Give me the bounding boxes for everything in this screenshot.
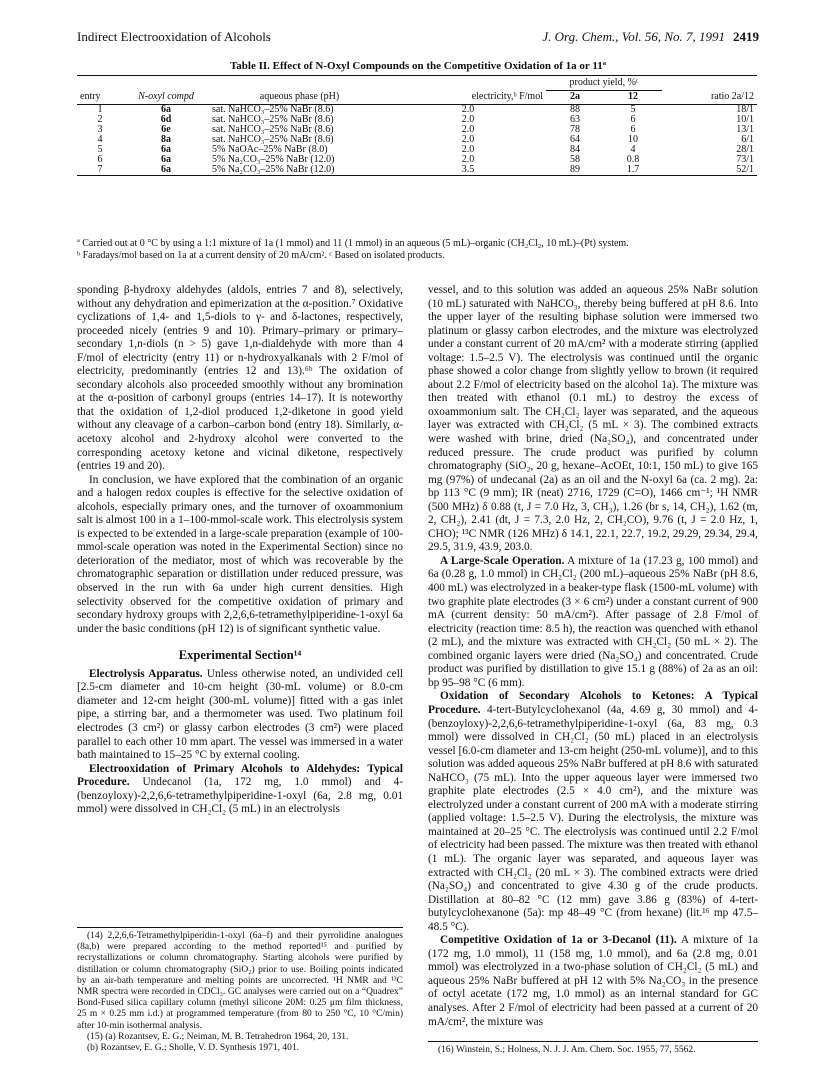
footnote: (16) Winstein, S.; Holness, N. J. J. Am. Chem. Soc. 1955, 77, 5562. <box>438 1045 696 1055</box>
paragraph: vessel, and to this solution was added an aqueous 25% NaBr solution (10 mL) saturated with NaHCO₃, thereby being buffered at pH 8.6. Into the upper layer of the resulting biphase solution were immersed two platinum or glassy carbon electrodes, and the mixture was electrolyzed under a constant current of 20 mA/cm² with a moderate stirring (applied voltage: 1.5–2.5 V). The electrolysis was continued until the organic phase showed a color change from slightly yellow to brown (it required about 2.2 F/mol of electricity based on the alcohol 1a). The mixture was then treated with ethanol (0.1 mL) to destroy the excess of oxoammonium salt. The CH₂Cl₂ layer was separated, and the aqueous layer was extracted with CH₂Cl₂ (5 mL × 3). The combined extracts were washed with brine, dried (Na₂SO₄), and concentrated under reduced pressure. The crude product was purified by column chromatography (SiO₂, 20 g, hexane–AcOEt, 10:1, 150 mL) to give 165 mg (97%) of undecanal (2a) as an oil and the N-oxyl 6a (ca. 2 mg). 2a: bp 113 °C (9 mm); IR (neat) 2716, 1729 (C=O), 1466 cm⁻¹; ¹H NMR (500 MHz) δ 0.88 (t, J = 7.0 Hz, 3, CH₃), 1.26 (br s, 14, CH₂), 1.62 (m, 2, CH₂), 2.41 (dt, J = 7.3, 2.0 Hz, 2, CH₂CO), 9.76 (t, J = 2.0 Hz, 1, CHO); ¹³C NMR (126 MHz) δ 14.1, 22.1, 22.7, 19.2, 29.29, 29.34, 29.4, 29.5, 31.9, 43.9, 203.0. <box>428 284 758 554</box>
table-row: 3 6e sat. NaHCO₃–25% NaBr (8.6) 2.0 78 6 13/1 <box>97 123 754 135</box>
table-row: 1 6a sat. NaHCO₃–25% NaBr (8.6) 2.0 88 5 18/1 <box>97 103 754 115</box>
table-header-row <box>77 90 757 104</box>
running-header <box>77 29 759 47</box>
paragraph-heading: Oxidation of Secondary Alcohols to Ketones: A Typical Procedure. <box>428 690 758 716</box>
col-oxyl: N-oxyl compd <box>138 90 194 102</box>
table-row: 5 6a 5% NaOAc–25% NaBr (8.0) 2.0 84 4 28/1 <box>97 143 754 155</box>
paragraph-heading: A Large-Scale Operation. <box>440 554 565 567</box>
table-footnotes <box>77 238 767 262</box>
right-column <box>428 284 758 1029</box>
paragraph: Oxidation of Secondary Alcohols to Ketones: A Typical Procedure. 4-tert-Butylcyclohexanol (4a, 4.69 g, 30 mmol) and 4-(benzoyloxy)-2,2,6,6-tetramethylpiperidine-1-oxyl (6a, 83 mg, 0.3 mmol) were dissolved in CH₂Cl₂ (50 mL) placed in an electrolysis vessel [6.0-cm diameter and 13-cm height (250-mL volume)], and to this solution was added aqueous 25% NaBr buffered at pH 8.6 with saturated NaHCO₃ (75 mL). Into the upper aqueous layer were immersed two graphite plate electrodes (2.5 × 4.0 cm²), and the mixture was electrolyzed under a constant current of 200 mA with a moderate stirring (applied voltage: 1.5–2.5 V). During the electrolysis, the mixture was maintained at 20–25 °C. The electrolysis was continued until 2.2 F/mol of electricity had been passed. The mixture was then treated with ethanol (1 mL). The organic layer was separated, and aqueous layer was extracted with CH₂Cl₂ (20 mL × 3). The combined extracts were dried (Na₂SO₄) and concentrated to give 4.30 g of the crude products. Distillation at 80–82 °C (12 mm) gave 3.86 g (83%) of 4-tert-butylcyclohexanone (5a): mp 48–49 °C (from hexane) (lit.¹⁶ mp 47.5–48.5 °C). <box>428 690 758 933</box>
section-heading: Experimental Section¹⁴ <box>178 648 302 663</box>
table-row: 4 8a sat. NaHCO₃–25% NaBr (8.6) 2.0 64 10 6/1 <box>97 133 754 145</box>
paragraph: Electrolysis Apparatus. Unless otherwise noted, an undivided cell [2.5-cm diameter and 10-cm height (30-mL volume) or 8.0-cm diameter and 12-cm height (300-mL volume)] fitted with a gas inlet pipe, a stirring bar, and a thermometer was used. Two platinum foil electrodes (3 cm²) or glassy carbon electrodes (3 cm²) were placed parallel to each other 10 mm apart. The vessel was immersed in a water bath maintained to 15–25 °C by external cooling. <box>77 667 403 762</box>
paragraph: In conclusion, we have explored that the combination of an organic and a halogen redox couples is effective for the selective oxidation of alcohols, especially primary ones, and the turnover of oxoammonium salt is almost 100 in a 1–100-mmol-scale work. This electrolysis system is expected to be extended in a large-scale preparation (example of 100-mmol-scale operation was noted in the Experimental Section) since no deterioration of the mediator, most of which was recoverable by the chromatographic separation or distillation under reduced pressure, was observed in the run with 6a under high current densities. High selectivity observed for the competitive oxidation of primary and secondary hydroxy groups with 2,2,6,6-tetramethylpiperidine-1-oxyl 6a under the basic conditions (pH 12) is of significant synthetic value. <box>77 473 403 635</box>
footnote: (b) Rozantsev, E. G.; Sholle, V. D. Synthesis 1971, 401. <box>87 1043 299 1054</box>
paragraph-heading: Electrooxidation of Primary Alcohols to Aldehydes: Typical Procedure. <box>77 762 403 789</box>
product-yield-header: product yield, %ᶜ <box>546 76 662 90</box>
footnote: (15) (a) Rozantsev, E. G.; Neiman, M. B. Tetrahedron 1964, 20, 131. <box>87 1031 349 1042</box>
table-row: 7 6a 5% Na₂CO₃–25% NaBr (12.0) 3.5 89 1.7 52/1 <box>97 163 754 175</box>
col-entry: entry <box>80 90 101 102</box>
page-number: 2419 <box>733 29 759 44</box>
paragraph: Competitive Oxidation of 1a or 3-Decanol (11). A mixture of 1a (172 mg, 1.0 mmol), 11 (158 mg, 1.0 mmol), and 6a (2.8 mg, 0.01 mmol) was electrolyzed in a two-phase solution of CH₂Cl₂ (5 mL) and aqueous 25% NaBr buffered at pH 12 with 5% Na₂CO₃ in the presence of octyl acetate (172 mg, 1.0 mmol) as an internal standard for GC analyses. After 2 F/mol of electricity had been passed at a current of 20 mA/cm², the mixture was <box>428 934 758 1028</box>
footnote: (14) 2,2,6,6-Tetramethylpiperidin-1-oxyl (6a–f) and their pyrrolidine analogues (8a,b) were prepared according to the method reported¹⁵ and purified by recrystallizations or column chromatography. Starting alcohols were purified by distillation or column chromatography (SiO₂) prior to use. Boiling points indicated by an air-bath temperature and melting points are uncorrected. ¹H NMR and ¹³C NMR spectra were recorded in CDCl₃. GC analyses were carried out on a “Quadrex” Bond-Fused silica capillary column (methyl silicone 20M: 0.25 μm film thickness, 25 m × 0.25 mm i.d.) at programmed temperature (from 80 to 250 °C, 10 °C/min) after 10-min isothermal analysis. <box>77 931 403 1031</box>
col-electricity: electricity,ᵇ F/mol <box>471 90 543 102</box>
col-2a: 2a <box>570 91 580 102</box>
table-footnote-bc: ᵇ Faradays/mol based on 1a at a current density of 20 mA/cm². ᶜ Based on isolated products. <box>77 250 445 261</box>
table-row: 6 6a 5% Na₂CO₃–25% NaBr (12.0) 2.0 58 0.8 73/1 <box>97 153 754 165</box>
table-caption: Table II. Effect of N-Oxyl Compounds on the Competitive Oxidation of 1a or 11ª <box>229 60 607 72</box>
table-row: 2 6d sat. NaHCO₃–25% NaBr (8.6) 2.0 63 6 10/1 <box>97 113 754 125</box>
paragraph-heading: Electrolysis Apparatus. <box>89 667 203 680</box>
footnotes-right <box>428 1041 758 1056</box>
running-title: Indirect Electrooxidation of Alcohols <box>77 29 271 44</box>
paragraph: sponding β-hydroxy aldehydes (aldols, entries 7 and 8), selectively, without any dehydration and epimerization at the α-position.⁷ Oxidative cyclizations of 1,4- and 1,5-diols to γ- and δ-lactones, respectively, proceeded nicely (entries 9 and 10). Primary–primary or primary–secondary 1,n-diols (n > 5) gave 1,n-dialdehyde with more than 4 F/mol of electricity (entry 11) or n-hydroxyalkanals with 2 F/mol of electricity, predominantly (entries 12 and 13).⁶ᵇ The oxidation of secondary alcohols also proceeded smoothly without any bromination at the α-position of carbonyl groups (entries 14–17). It is noteworthy that the oxidation of 1,2-diol produced 1,2-diketone in good yield without any cleavage of a carbon–carbon bond (entry 18). Similarly, α-acetoxy alcohol and 2-hydroxy alcohol were converted to the corresponding acetoxy ketone and vicinal diketone, respectively (entries 19 and 20). <box>77 284 403 473</box>
paragraph-heading: Competitive Oxidation of 1a or 3-Decanol (11). <box>440 934 677 947</box>
footnotes-left <box>77 927 403 1054</box>
results-table <box>77 75 757 176</box>
paragraph: Electrooxidation of Primary Alcohols to Aldehydes: Typical Procedure. Undecanol (1a, 172 mg, 1.0 mmol) and 4-(benzoyloxy)-2,2,6,6-tetramethylpiperidine-1-oxyl (6a, 2.8 mg, 0.01 mmol) were dissolved in CH₂Cl₂ (5 mL) in an electrolysis <box>77 762 403 816</box>
col-12: 12 <box>628 91 638 102</box>
col-aqueous: aqueous phase (pH) <box>259 90 340 102</box>
table-footnote-a: ª Carried out at 0 °C by using a 1:1 mixture of 1a (1 mmol) and 11 (1 mmol) in an aqueous (5 mL)–organic (CH₂Cl₂, 10 mL)–(Pt) system. <box>77 238 629 249</box>
left-column <box>77 284 403 817</box>
col-ratio: ratio 2a/12 <box>710 90 754 102</box>
journal-citation: J. Org. Chem., Vol. 56, No. 7, 1991 2419 <box>542 29 759 44</box>
paragraph: A Large-Scale Operation. A mixture of 1a (17.23 g, 100 mmol) and 6a (0.28 g, 1.0 mmol) in CH₂Cl₂ (200 mL)–aqueous 25% NaBr (pH 8.6, 400 mL) was electrolyzed in a beaker-type flask (1500-mL volume) with two graphite plate electrodes (3 × 6 cm²) under a constant current of 900 mA (current density: 50 mA/cm²). After passage of 2.8 F/mol of electricity (reaction time: 8.5 h), the reaction was quenched with ethanol (2 mL), and the mixture was extracted with CH₂Cl₂ (50 mL × 2). The combined organic layers were dried (Na₂SO₄) and concentrated. Crude product was purified by distillation to give 15.1 g (88%) of 2a as an oil: bp 95–98 °C (6 mm). <box>428 554 758 689</box>
